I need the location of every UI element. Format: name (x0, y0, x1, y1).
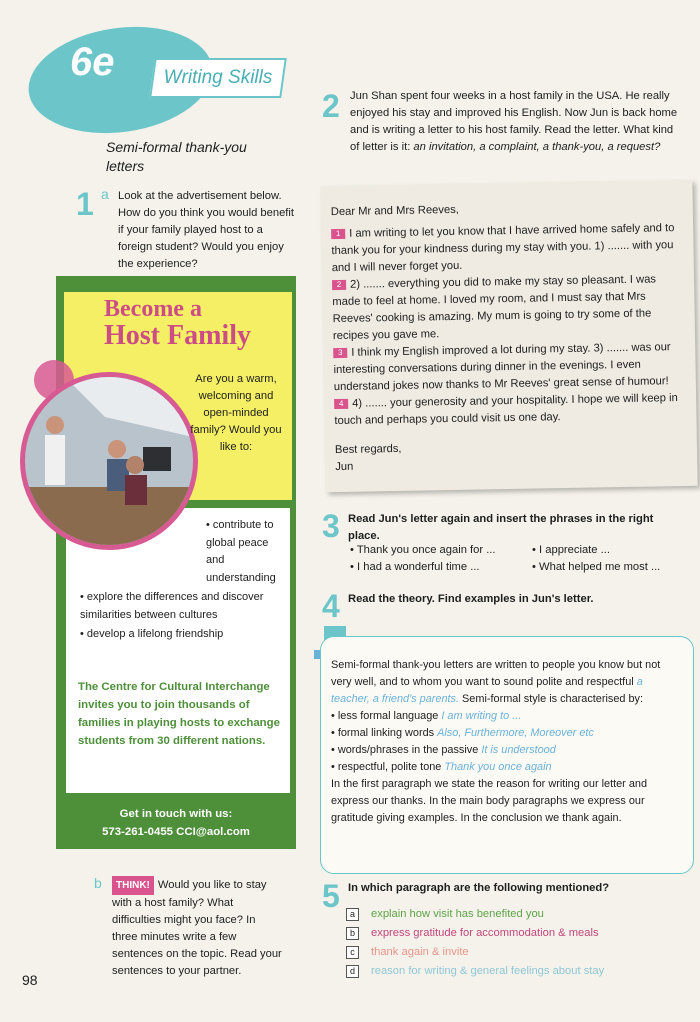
ex1-instruction: Look at the advertisement below. How do you think you would benefit if your family played host to a foreign student? Would you enjoy the experience? (118, 190, 295, 270)
section-banner (149, 58, 287, 98)
ad-contact-details: 573-261-0455 CCI@aol.com (102, 826, 250, 838)
ad-bullet: • explore the differences and discover similarities between cultures (80, 591, 264, 621)
ex5-item (346, 963, 686, 980)
ex1b-text: Would you like to stay with a host family? What difficulties might you face? In three minutes write a few sentences on the topic. Read your sentences to your partner. (112, 879, 282, 977)
theory-item-text: formal linking words (337, 727, 435, 739)
theory-intro (331, 657, 683, 708)
theory-box (320, 636, 694, 874)
theory-item-example: Thank you once again (444, 761, 552, 773)
page-subtitle: Semi-formal thank-you letters (106, 139, 247, 174)
ex2-number: 2 (322, 88, 340, 124)
ex2-instruction (350, 88, 680, 156)
ex5-item (346, 944, 686, 961)
ex5-item-text: reason for writing & general feelings about stay (371, 965, 605, 977)
theory-item-text: words/phrases in the passive (337, 744, 479, 756)
letter-body (320, 180, 697, 476)
ad-question: Are you a warm, welcoming and open-minded family? Would you like to: (190, 373, 282, 453)
ex4-number: 4 (322, 588, 340, 624)
ad-contact-title: Get in touch with us: (119, 808, 233, 820)
ex5-item-text: thank again & invite (371, 946, 469, 958)
ex1b-instruction (112, 876, 282, 980)
letter-greeting: Dear Mr and Mrs Reeves, (330, 203, 459, 219)
letter-card (320, 180, 697, 492)
ex2-options: an invitation, a complaint, a thank-you, a request? (413, 141, 661, 153)
ex3-phrase-text: What helped me most ... (539, 561, 661, 573)
theory-item-example: It is understood (481, 744, 556, 756)
section-title: Writing Skills (163, 67, 273, 88)
letter-paragraph-text: 4) ....... your generosity and your hospitality. I hope we will keep in touch and perhaps you could visit us one day. (334, 392, 678, 428)
ex3-phrase-text: I had a wonderful time ... (357, 561, 480, 573)
letter-paragraph-4 (334, 390, 687, 430)
ex3-phrase: • What helped me most ... (532, 561, 661, 573)
theory-content (321, 637, 693, 827)
ad-invitation-text: The Centre for Cultural Interchange invites you to join thousands of families in playing hosts to exchange students from 30 different nations. (78, 681, 280, 747)
ex5-item-text: express gratitude for accommodation & meals (371, 927, 599, 939)
ex3-phrase-text: Thank you once again for ... (356, 544, 496, 556)
paragraph-marker: 3 (333, 348, 347, 358)
letter-paragraph-text: 2) ....... everything you did to make my stay so pleasant. I was made to feel at home. I loved my room, and I must say that Mrs Reeves' cooking is amazing. My mum is going to try some of the recipes you gave me. (332, 273, 657, 343)
ad-title-line2: Host Family (104, 320, 251, 351)
ex1-letter-a: a (101, 186, 109, 202)
theory-item: • less formal language I am writing to ... (331, 710, 522, 722)
ex3-instruction: Read Jun's letter again and insert the phrases in the right place. (348, 513, 654, 542)
paragraph-marker: 2 (332, 280, 346, 290)
theory-item: • formal linking words Also, Furthermore, Moreover etc (331, 727, 594, 739)
ad-bullet: • develop a lifelong friendship (80, 628, 224, 640)
ex4-instruction: Read the theory. Find examples in Jun's letter. (348, 593, 594, 605)
theory-item-example: Also, Furthermore, Moreover etc (437, 727, 594, 739)
page-number: 98 (22, 972, 38, 988)
letter-paragraph-2 (332, 271, 685, 345)
ad-bullet: • contribute to global peace and understanding (206, 519, 276, 584)
ad-bullet-text: develop a lifelong friendship (86, 628, 224, 640)
ex5-item-text: explain how visit has benefited you (371, 908, 544, 920)
letter-paragraph-1 (331, 220, 684, 277)
ex1-letter-b: b (94, 875, 102, 891)
ad-title-line1: Become a (104, 296, 202, 322)
ex3-phrase: • I appreciate ... (532, 544, 610, 556)
ex5-item (346, 925, 686, 942)
ad-bullet-text: contribute to global peace and understanding (206, 519, 276, 584)
letter-closing: Best regards, (334, 442, 402, 457)
ex5-item (346, 906, 686, 923)
ad-contact (64, 805, 288, 841)
letter-signature: Jun (335, 460, 354, 474)
theory-item: • words/phrases in the passive It is understood (331, 744, 556, 756)
ex5-item-key: a (346, 908, 359, 921)
ad-bullet-text: explore the differences and discover similarities between cultures (80, 591, 264, 621)
theory-item-example: I am writing to ... (441, 710, 522, 722)
letter-paragraph-text: I think my English improved a lot during my stay. 3) ....... was our interesting conversations during dinner in the evenings. I even understand jokes now thanks to Mr Reeves' great sense of humour! (333, 341, 671, 394)
theory-intro-text: Semi-formal thank-you letters are written to people you know but not very well, and to whom you want to sound polite and respectful (331, 659, 661, 688)
theory-intro-text-2: Semi-formal style is characterised by: (462, 693, 644, 705)
paragraph-marker: 1 (331, 229, 345, 239)
think-badge: THINK! (112, 876, 154, 895)
ex5-item-key: c (346, 946, 359, 959)
ex5-item-key: d (346, 965, 359, 978)
ex5-instruction: In which paragraph are the following mentioned? (348, 882, 610, 894)
ex3-phrase-text: I appreciate ... (539, 544, 610, 556)
theory-item: • respectful, polite tone Thank you once again (331, 761, 552, 773)
theory-item-text: less formal language (337, 710, 439, 722)
theory-outro: In the first paragraph we state the reason for writing our letter and express our thanks. In the main body paragraphs we express our gratitude giving examples. In the conclusion we thank again. (331, 778, 647, 824)
ex3-phrase: • Thank you once again for ... (350, 544, 496, 556)
ex1-number: 1 (76, 186, 94, 222)
ex3-phrases-col2 (532, 542, 692, 576)
paragraph-marker: 4 (334, 399, 348, 409)
letter-paragraph-text: I am writing to let you know that I have arrived home safely and to thank you for your kindness during my stay with you. 1) ....... with you and I will never forget you. (331, 222, 675, 275)
ad-bullet-list (76, 517, 286, 644)
ex2-text: Jun Shan spent four weeks in a host family in the USA. He really enjoyed his stay and improved his English. Now Jun is back home and is writing a letter to his host family. Read the letter. What kind of letter is it: (350, 90, 678, 153)
ex5-item-key: b (346, 927, 359, 940)
ex3-phrase: • I had a wonderful time ... (350, 561, 480, 573)
ex3-number: 3 (322, 508, 340, 544)
ex3-phrases-col1 (350, 542, 545, 576)
ex5-number: 5 (322, 878, 340, 914)
theory-item-text: respectful, polite tone (337, 761, 442, 773)
unit-number: 6e (70, 40, 115, 84)
letter-paragraph-3 (333, 339, 686, 396)
theory-intro-example: a teacher, a friend's parents. (331, 676, 643, 705)
ex5-items (346, 906, 686, 980)
